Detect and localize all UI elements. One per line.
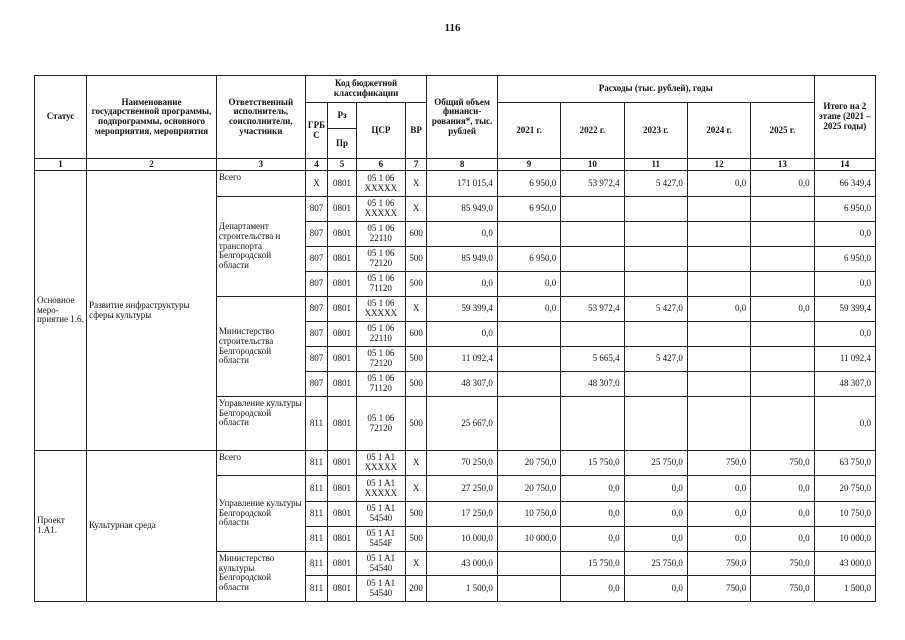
- csr-cell: 05 1 A1 XXXXX: [356, 451, 405, 476]
- executor-cell: Управление культуры Белгородской области: [216, 397, 305, 451]
- total-cell: 85 949,0: [427, 247, 498, 272]
- status-cell: Проект 1.А1.: [35, 451, 87, 602]
- y2025-cell: [751, 222, 814, 247]
- grbs-cell: 811: [305, 397, 327, 451]
- y2023-cell: 0,0: [624, 502, 687, 527]
- itogo-cell: 0,0: [814, 322, 875, 347]
- itogo-cell: 0,0: [814, 222, 875, 247]
- rzpr-cell: 0801: [328, 451, 357, 476]
- column-number: 13: [751, 159, 814, 171]
- y2025-cell: 0,0: [751, 476, 814, 502]
- csr-cell: 05 1 06 XXXXX: [356, 197, 405, 222]
- rzpr-cell: 0801: [328, 322, 357, 347]
- header-budget-code: Код бюджетной классификации: [305, 76, 427, 103]
- y2021-cell: [497, 552, 560, 576]
- header-year-2021: 2021 г.: [497, 103, 560, 159]
- table-row: [35, 451, 876, 476]
- grbs-cell: 811: [305, 451, 327, 476]
- y2022-cell: 53 972,4: [561, 297, 624, 322]
- y2024-cell: [687, 197, 750, 222]
- total-cell: 10 000,0: [427, 527, 498, 552]
- y2021-cell: [497, 576, 560, 602]
- y2023-cell: 25 750,0: [624, 552, 687, 576]
- csr-cell: 05 1 06 71120: [356, 272, 405, 297]
- y2022-cell: [561, 222, 624, 247]
- rzpr-cell: 0801: [328, 502, 357, 527]
- itogo-cell: 66 349,4: [814, 171, 875, 197]
- itogo-cell: 10 000,0: [814, 527, 875, 552]
- y2022-cell: 0,0: [561, 527, 624, 552]
- total-cell: 85 949,0: [427, 197, 498, 222]
- y2021-cell: 0,0: [497, 297, 560, 322]
- executor-cell: Министерство строительства Белгородской области: [216, 297, 305, 397]
- vr-cell: 600: [405, 222, 427, 247]
- page-number: 116: [444, 22, 461, 34]
- vr-cell: X: [405, 197, 427, 222]
- column-number: 2: [87, 159, 217, 171]
- rzpr-cell: 0801: [328, 372, 357, 397]
- y2024-cell: [687, 372, 750, 397]
- column-number: 9: [497, 159, 560, 171]
- y2023-cell: [624, 222, 687, 247]
- grbs-cell: 811: [305, 527, 327, 552]
- csr-cell: 05 1 06 XXXXX: [356, 297, 405, 322]
- total-cell: 48 307,0: [427, 372, 498, 397]
- column-number: 6: [356, 159, 405, 171]
- y2021-cell: [497, 397, 560, 451]
- vr-cell: 500: [405, 527, 427, 552]
- vr-cell: X: [405, 451, 427, 476]
- header-year-2022: 2022 г.: [561, 103, 624, 159]
- y2025-cell: 0,0: [751, 171, 814, 197]
- y2025-cell: 0,0: [751, 297, 814, 322]
- total-cell: 25 667,0: [427, 397, 498, 451]
- itogo-cell: 0,0: [814, 272, 875, 297]
- total-cell: 0,0: [427, 272, 498, 297]
- y2023-cell: 0,0: [624, 576, 687, 602]
- vr-cell: X: [405, 171, 427, 197]
- y2022-cell: 53 972,4: [561, 171, 624, 197]
- header-rz: Рз: [328, 103, 357, 129]
- y2022-cell: 0,0: [561, 476, 624, 502]
- y2022-cell: [561, 272, 624, 297]
- y2023-cell: [624, 322, 687, 347]
- y2025-cell: [751, 397, 814, 451]
- y2021-cell: [497, 322, 560, 347]
- y2024-cell: 0,0: [687, 297, 750, 322]
- y2022-cell: [561, 322, 624, 347]
- grbs-cell: 807: [305, 322, 327, 347]
- y2021-cell: [497, 222, 560, 247]
- y2023-cell: 0,0: [624, 476, 687, 502]
- y2023-cell: 5 427,0: [624, 297, 687, 322]
- itogo-cell: 10 750,0: [814, 502, 875, 527]
- y2022-cell: [561, 247, 624, 272]
- rzpr-cell: 0801: [328, 552, 357, 576]
- csr-cell: 05 1 A1 XXXXX: [356, 476, 405, 502]
- y2025-cell: [751, 347, 814, 372]
- column-number: 8: [427, 159, 498, 171]
- y2023-cell: 5 427,0: [624, 171, 687, 197]
- csr-cell: 05 1 06 72120: [356, 247, 405, 272]
- vr-cell: X: [405, 552, 427, 576]
- column-number: 1: [35, 159, 87, 171]
- itogo-cell: 0,0: [814, 397, 875, 451]
- y2025-cell: 750,0: [751, 552, 814, 576]
- vr-cell: 200: [405, 576, 427, 602]
- rzpr-cell: 0801: [328, 222, 357, 247]
- header-csr: ЦСР: [356, 103, 405, 159]
- csr-cell: 05 1 A1 54540: [356, 576, 405, 602]
- rzpr-cell: 0801: [328, 347, 357, 372]
- grbs-cell: 807: [305, 247, 327, 272]
- y2024-cell: 750,0: [687, 451, 750, 476]
- rzpr-cell: 0801: [328, 272, 357, 297]
- y2021-cell: [497, 372, 560, 397]
- total-cell: 43 000,0: [427, 552, 498, 576]
- rzpr-cell: 0801: [328, 297, 357, 322]
- y2025-cell: 750,0: [751, 451, 814, 476]
- y2025-cell: [751, 272, 814, 297]
- csr-cell: 05 1 A1 54540: [356, 552, 405, 576]
- total-cell: 1 500,0: [427, 576, 498, 602]
- y2024-cell: [687, 397, 750, 451]
- itogo-cell: 1 500,0: [814, 576, 875, 602]
- itogo-cell: 63 750,0: [814, 451, 875, 476]
- csr-cell: 05 1 06 72120: [356, 347, 405, 372]
- y2023-cell: 5 427,0: [624, 347, 687, 372]
- header-year-2024: 2024 г.: [687, 103, 750, 159]
- total-cell: 171 015,4: [427, 171, 498, 197]
- grbs-cell: 811: [305, 576, 327, 602]
- executor-cell: Управление культуры Белгородской области: [216, 476, 305, 552]
- y2022-cell: 5 665,4: [561, 347, 624, 372]
- column-number: 4: [305, 159, 327, 171]
- y2021-cell: 6 950,0: [497, 197, 560, 222]
- total-cell: 11 092,4: [427, 347, 498, 372]
- vr-cell: X: [405, 297, 427, 322]
- y2021-cell: 20 750,0: [497, 451, 560, 476]
- header-pr: Пр: [328, 129, 357, 159]
- y2021-cell: 20 750,0: [497, 476, 560, 502]
- csr-cell: 05 1 A1 54540: [356, 502, 405, 527]
- vr-cell: 500: [405, 272, 427, 297]
- y2022-cell: 15 750,0: [561, 451, 624, 476]
- vr-cell: X: [405, 476, 427, 502]
- table-row: [35, 171, 876, 197]
- y2024-cell: 750,0: [687, 552, 750, 576]
- y2022-cell: 48 307,0: [561, 372, 624, 397]
- y2025-cell: [751, 322, 814, 347]
- csr-cell: 05 1 06 72120: [356, 397, 405, 451]
- header-year-2025: 2025 г.: [751, 103, 814, 159]
- column-number: 11: [624, 159, 687, 171]
- y2023-cell: [624, 247, 687, 272]
- grbs-cell: 811: [305, 476, 327, 502]
- name-cell: Развитие инфраструктуры сферы культуры: [87, 171, 217, 451]
- header-executor: Ответственный исполнитель, соисполнители, участники: [216, 76, 305, 159]
- grbs-cell: 807: [305, 272, 327, 297]
- itogo-cell: 59 399,4: [814, 297, 875, 322]
- column-number: 14: [814, 159, 875, 171]
- vr-cell: 500: [405, 502, 427, 527]
- y2023-cell: 25 750,0: [624, 451, 687, 476]
- column-number: 10: [561, 159, 624, 171]
- total-cell: 70 250,0: [427, 451, 498, 476]
- total-cell: 0,0: [427, 222, 498, 247]
- y2024-cell: 0,0: [687, 476, 750, 502]
- header-vr: ВР: [405, 103, 427, 159]
- y2024-cell: [687, 247, 750, 272]
- header-name: Наименование государственной программы, подпрограммы, основного мероприятия, мероприятия: [87, 76, 217, 159]
- y2025-cell: 750,0: [751, 576, 814, 602]
- column-number: 3: [216, 159, 305, 171]
- rzpr-cell: 0801: [328, 397, 357, 451]
- y2022-cell: [561, 197, 624, 222]
- y2025-cell: [751, 372, 814, 397]
- header-status: Статус: [35, 76, 87, 159]
- y2023-cell: [624, 372, 687, 397]
- executor-cell: Департамент строительства и транспорта Белгородской области: [216, 197, 305, 297]
- y2024-cell: 0,0: [687, 171, 750, 197]
- column-number: 5: [328, 159, 357, 171]
- itogo-cell: 48 307,0: [814, 372, 875, 397]
- vr-cell: 500: [405, 347, 427, 372]
- grbs-cell: 811: [305, 502, 327, 527]
- itogo-cell: 6 950,0: [814, 197, 875, 222]
- grbs-cell: 807: [305, 297, 327, 322]
- executor-cell: Всего: [216, 171, 305, 197]
- y2021-cell: [497, 347, 560, 372]
- executor-cell: Всего: [216, 451, 305, 476]
- y2024-cell: 0,0: [687, 502, 750, 527]
- header-year-2023: 2023 г.: [624, 103, 687, 159]
- column-number: 7: [405, 159, 427, 171]
- itogo-cell: 6 950,0: [814, 247, 875, 272]
- rzpr-cell: 0801: [328, 576, 357, 602]
- total-cell: 59 399,4: [427, 297, 498, 322]
- budget-table: [34, 75, 876, 602]
- itogo-cell: 11 092,4: [814, 347, 875, 372]
- y2021-cell: 0,0: [497, 272, 560, 297]
- y2023-cell: [624, 197, 687, 222]
- rzpr-cell: 0801: [328, 247, 357, 272]
- vr-cell: 600: [405, 322, 427, 347]
- y2022-cell: 0,0: [561, 502, 624, 527]
- y2025-cell: [751, 197, 814, 222]
- y2024-cell: [687, 322, 750, 347]
- y2021-cell: 10 750,0: [497, 502, 560, 527]
- y2021-cell: 6 950,0: [497, 171, 560, 197]
- y2023-cell: [624, 272, 687, 297]
- y2022-cell: 0,0: [561, 576, 624, 602]
- y2021-cell: 6 950,0: [497, 247, 560, 272]
- y2024-cell: 750,0: [687, 576, 750, 602]
- csr-cell: 05 1 06 XXXXX: [356, 171, 405, 197]
- y2021-cell: 10 000,0: [497, 527, 560, 552]
- grbs-cell: 807: [305, 222, 327, 247]
- y2024-cell: [687, 222, 750, 247]
- total-cell: 0,0: [427, 322, 498, 347]
- csr-cell: 05 1 06 71120: [356, 372, 405, 397]
- y2023-cell: 0,0: [624, 527, 687, 552]
- grbs-cell: 807: [305, 347, 327, 372]
- total-cell: 27 250,0: [427, 476, 498, 502]
- rzpr-cell: 0801: [328, 527, 357, 552]
- name-cell: Культурная среда: [87, 451, 217, 602]
- y2023-cell: [624, 397, 687, 451]
- csr-cell: 05 1 06 22110: [356, 322, 405, 347]
- y2022-cell: 15 750,0: [561, 552, 624, 576]
- header-itogo: Итого на 2 этапе (2021 – 2025 годы): [814, 76, 875, 159]
- header-grbs: ГРБ С: [305, 103, 327, 159]
- header-total: Общий объем финанси- рования*, тыс. рублей: [427, 76, 498, 159]
- y2025-cell: 0,0: [751, 527, 814, 552]
- y2024-cell: 0,0: [687, 527, 750, 552]
- y2022-cell: [561, 397, 624, 451]
- vr-cell: 500: [405, 247, 427, 272]
- csr-cell: 05 1 A1 5454F: [356, 527, 405, 552]
- y2024-cell: [687, 347, 750, 372]
- rzpr-cell: 0801: [328, 476, 357, 502]
- vr-cell: 500: [405, 372, 427, 397]
- itogo-cell: 43 000,0: [814, 552, 875, 576]
- csr-cell: 05 1 06 22110: [356, 222, 405, 247]
- status-cell: Основное меро- приятие 1.6.: [35, 171, 87, 451]
- rzpr-cell: 0801: [328, 197, 357, 222]
- total-cell: 17 250,0: [427, 502, 498, 527]
- grbs-cell: 811: [305, 552, 327, 576]
- y2025-cell: [751, 247, 814, 272]
- y2024-cell: [687, 272, 750, 297]
- itogo-cell: 20 750,0: [814, 476, 875, 502]
- vr-cell: 500: [405, 397, 427, 451]
- grbs-cell: X: [305, 171, 327, 197]
- header-expenses: Расходы (тыс. рублей), годы: [497, 76, 814, 103]
- column-number: 12: [687, 159, 750, 171]
- column-number-row: [35, 159, 876, 171]
- grbs-cell: 807: [305, 197, 327, 222]
- y2025-cell: 0,0: [751, 502, 814, 527]
- executor-cell: Министерство культуры Белгородской области: [216, 552, 305, 602]
- grbs-cell: 807: [305, 372, 327, 397]
- rzpr-cell: 0801: [328, 171, 357, 197]
